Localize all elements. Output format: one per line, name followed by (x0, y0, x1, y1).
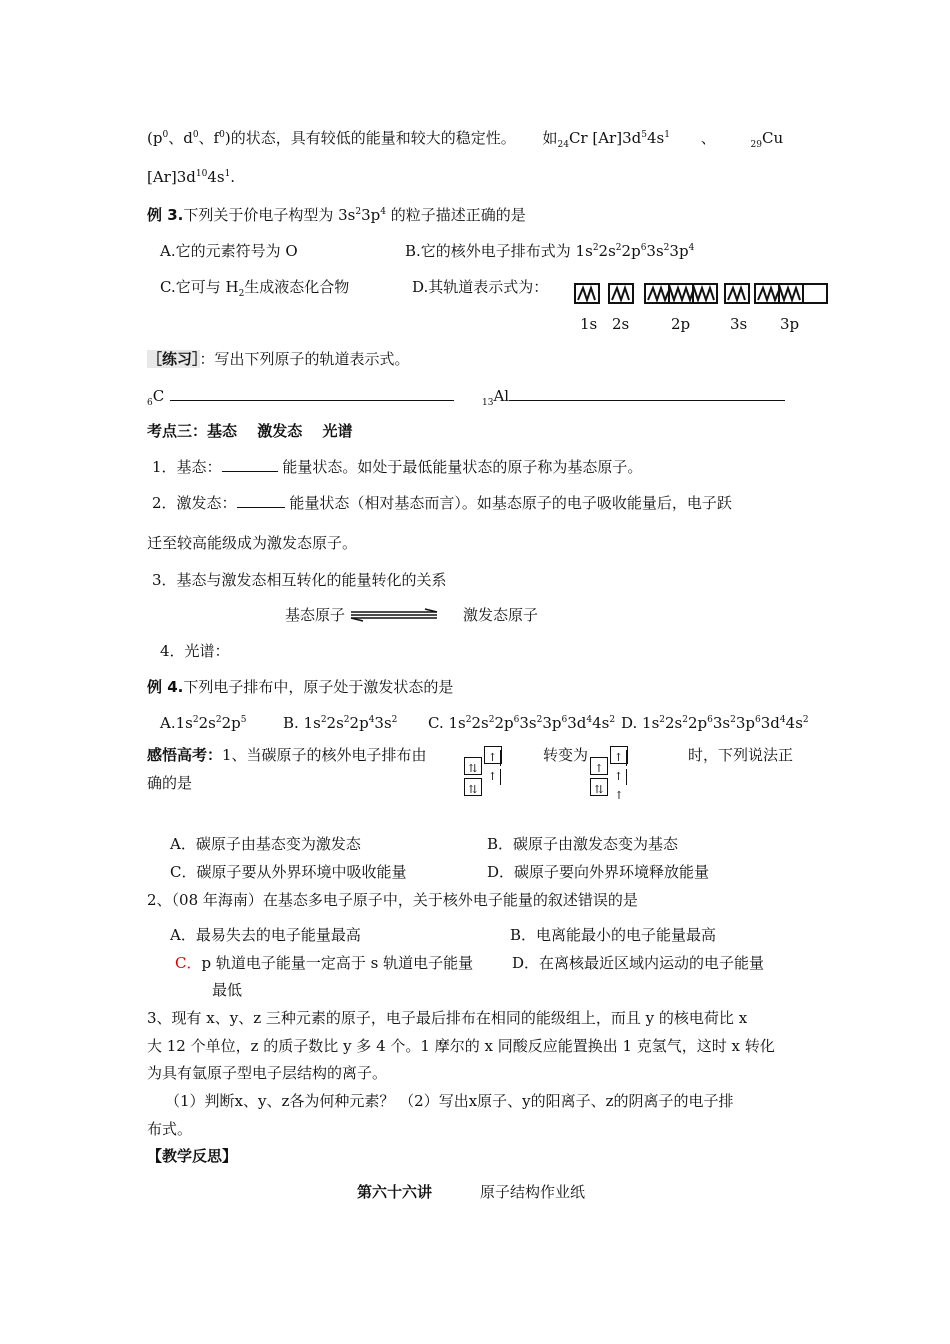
example-3-question: 例 3.下列关于价电子构型为 $3s^23p^4$ 的粒子描述正确的是 (147, 206, 526, 224)
gaokao-q2-option-a: A．最易失去的电子能量最高 (170, 926, 361, 944)
blank-excited[interactable] (237, 493, 285, 508)
orbital-label-3s: 3s (730, 315, 748, 333)
orbital-boxes-svg (574, 283, 830, 305)
gaokao-q2-option-d-cont: 最低 (212, 981, 243, 999)
s-orbital-box-1s-excited (590, 778, 608, 796)
up-arrow-icon: ↑ (485, 769, 501, 785)
example-4-option-b: B. $1s^22s^22p^43s^2$ (283, 714, 398, 732)
kp3-item-1: 1．基态： 能量状态。如处于最低能量状态的原子称为基态原子。 (152, 458, 643, 476)
updown-arrow-icon: ⇅ (468, 783, 478, 796)
practice-al: $_{13}$Al (482, 386, 785, 406)
practice-c: $_6$C (147, 386, 454, 406)
kp3-item-2: 2．激发态： 能量状态（相对基态而言）。如基态原子的电子吸收能量后，电子跃 (152, 494, 732, 512)
kp3-item-2-cont: 迁至较高能级成为激发态原子。 (147, 534, 358, 552)
example-3-option-c: C.它可与 $H_2$生成液态化合物 (160, 278, 350, 299)
up-arrow-icon: ↑ (594, 762, 604, 775)
example-4-option-c: C. $1s^22s^22p^63s^23p^63d^44s^2$ (428, 714, 616, 732)
kp3-item-4: 4．光谱： (160, 642, 230, 660)
updown-arrow-icon: ⇅ (594, 783, 604, 796)
kp3-item-3: 3．基态与激发态相互转化的能量转化的关系 (152, 571, 447, 589)
gaokao-q2-option-d: D．在离核最近区域内运动的电子能量 (512, 954, 765, 972)
intro-line-2: $[Ar]3d^{10}4s^1$. (147, 168, 236, 186)
p-orbital-box-1 (484, 746, 502, 783)
up-arrow-icon: ↑ (611, 750, 627, 766)
answer-blank-al[interactable] (509, 386, 785, 401)
s-orbital-box-1s (464, 778, 482, 796)
footer-title: 原子结构作业纸 (480, 1183, 586, 1201)
kp3-title: 考点三：基态 激发态 光谱 (147, 422, 353, 440)
teaching-reflection: 【教学反思】 (147, 1147, 238, 1165)
answer-blank-c[interactable] (170, 386, 454, 401)
up-arrow-icon: ↑ (611, 769, 627, 785)
gaokao-q3-line-1: 3、现有 x、y、z 三种元素的原子，电子最后排布在相同的能级组上，而且 y 的核电荷比 x (147, 1009, 748, 1027)
p-orbital-box-2 (610, 746, 628, 802)
s-orbital-box-2s-excited (590, 757, 608, 775)
gaokao-q3-line-5: 布式。 (147, 1120, 193, 1138)
up-arrow-icon: ↑ (614, 789, 624, 802)
gaokao-q3-line-3: 为具有氩原子型电子层结构的离子。 (147, 1064, 388, 1082)
ground-state-label: 基态原子 (285, 606, 346, 624)
equilibrium-arrows-icon (349, 606, 439, 624)
gaokao-q3-line-4: （1）判断x、y、z各为何种元素？ （2）写出x原子、y的阳离子、z的阴离子的电子排 (165, 1092, 734, 1110)
example-4-option-a: $A.1s^22s^22p^5$ (160, 714, 247, 732)
orbital-label-3p: 3p (780, 315, 800, 333)
gaokao-q3-line-2: 大 12 个单位，z 的质子数比 y 多 4 个。1 摩尔的 x 同酸反应能置换出 1 克氢气，这时 x 转化 (147, 1037, 775, 1055)
footer-lecture: 第六十六讲 (357, 1183, 433, 1201)
blank-ground[interactable] (222, 457, 278, 472)
example-3-option-b: B.它的核外电子排布式为 $1s^22s^22p^63s^23p^4$ (405, 242, 695, 260)
gaokao-q1-cont: 确的是 (147, 774, 193, 792)
orbital-label-1s: 1s (580, 315, 598, 333)
gaokao-q1-option-d: D．碳原子要向外界环境释放能量 (487, 863, 710, 881)
gaokao-q2-option-b: B．电离能最小的电子能量最高 (510, 926, 717, 944)
up-arrow-icon: ↑ (485, 750, 501, 766)
gaokao-q2-option-c: C．p 轨道电子能量一定高于 s 轨道电子能量 (175, 954, 474, 972)
gaokao-q1-turn: 转变为 (543, 746, 589, 764)
excited-state-label: 激发态原子 (463, 606, 539, 624)
example-4-option-d: D. $1s^22s^22p^63s^23p^63d^44s^2$ (621, 714, 809, 732)
gaokao-q1-option-c: C．碳原子要从外界环境中吸收能量 (170, 863, 407, 881)
gaokao-q1-tail: 时，下列说法正 (688, 746, 794, 764)
intro-line-1: ($p^0$、$d^0$、$f^0$)的状态，具有较低的能量和较大的稳定性。 如$_{24}$Cr $[Ar]3d^54s^1$ 、 $_{29}$Cu (147, 129, 784, 150)
example-4-question: 例 4.下列电子排布中，原子处于激发状态的是 (147, 678, 454, 696)
updown-arrow-icon: ⇅ (468, 762, 478, 775)
example-3-option-a: A.它的元素符号为 O (160, 242, 298, 260)
orbital-diagram (574, 283, 830, 305)
practice-line: ［练习］：写出下列原子的轨道表示式。 (147, 350, 410, 368)
gaokao-q1: 感悟高考：1、当碳原子的核外电子排布由 (147, 746, 427, 764)
gaokao-q2: 2、（08 年海南）在基态多电子原子中，关于核外电子能量的叙述错误的是 (147, 891, 638, 909)
orbital-label-2p: 2p (671, 315, 691, 333)
orbital-label-2s: 2s (612, 315, 630, 333)
s-orbital-box-2s (464, 757, 482, 775)
example-3-option-d: D.其轨道表示式为： (412, 278, 549, 296)
gaokao-q1-option-a: A．碳原子由基态变为激发态 (170, 835, 361, 853)
gaokao-q1-option-b: B．碳原子由激发态变为基态 (487, 835, 679, 853)
